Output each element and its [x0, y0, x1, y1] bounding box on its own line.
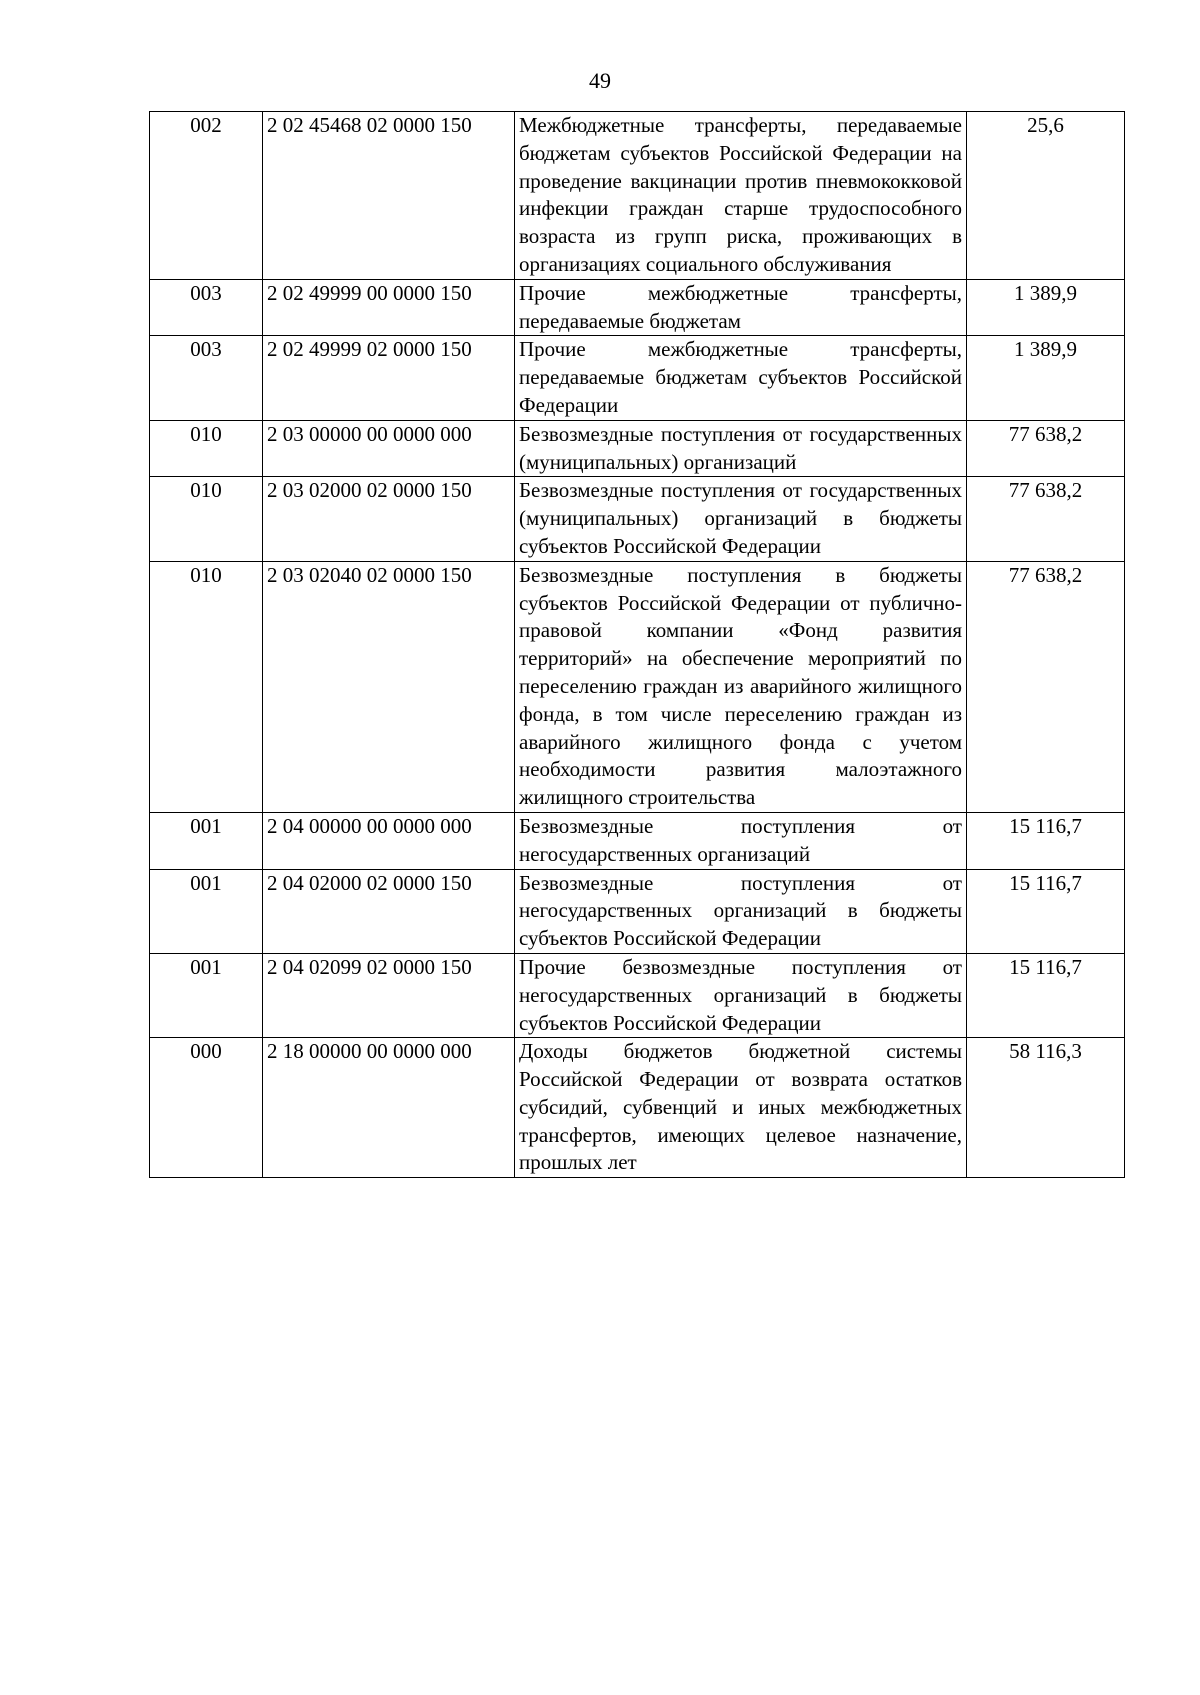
amount-cell: 1 389,9 — [967, 336, 1125, 420]
admin-code-cell: 002 — [150, 112, 263, 280]
admin-code-cell: 010 — [150, 477, 263, 561]
revenue-name-cell: Доходы бюджетов бюджетной системы Российской Федерации от возврата остатков субсидий, субвенций и иных межбюджетных трансфертов, имеющих целевое назначение, прошлых лет — [515, 1038, 967, 1178]
revenue-name-cell: Межбюджетные трансферты, передаваемые бюджетам субъектов Российской Федерации на проведение вакцинации против пневмококковой инфекции граждан старше трудоспособного возраста из групп риска, проживающих в организациях социального обслуживания — [515, 112, 967, 280]
admin-code-cell: 003 — [150, 336, 263, 420]
admin-code-cell: 010 — [150, 420, 263, 477]
admin-code-cell: 001 — [150, 812, 263, 869]
classification-code-cell: 2 18 00000 00 0000 000 — [263, 1038, 515, 1178]
admin-code-cell: 003 — [150, 279, 263, 336]
admin-code-cell: 001 — [150, 869, 263, 953]
table-row — [150, 561, 1125, 812]
table-row — [150, 420, 1125, 477]
amount-cell: 1 389,9 — [967, 279, 1125, 336]
admin-code-cell: 010 — [150, 561, 263, 812]
amount-cell: 15 116,7 — [967, 953, 1125, 1037]
classification-code-cell: 2 02 49999 02 0000 150 — [263, 336, 515, 420]
page-number: 49 — [589, 68, 611, 93]
amount-cell: 15 116,7 — [967, 812, 1125, 869]
table-row — [150, 1038, 1125, 1178]
admin-code-cell: 000 — [150, 1038, 263, 1178]
revenue-name-cell: Прочие безвозмездные поступления от негосударственных организаций в бюджеты субъектов Российской Федерации — [515, 953, 967, 1037]
table-row — [150, 336, 1125, 420]
table-row — [150, 477, 1125, 561]
amount-cell: 25,6 — [967, 112, 1125, 280]
table-row — [150, 812, 1125, 869]
table-row — [150, 869, 1125, 953]
classification-code-cell: 2 02 49999 00 0000 150 — [263, 279, 515, 336]
revenue-name-cell: Прочие межбюджетные трансферты, передаваемые бюджетам субъектов Российской Федерации — [515, 336, 967, 420]
revenue-name-cell: Безвозмездные поступления в бюджеты субъектов Российской Федерации от публично-правовой компании «Фонд развития территорий» на обеспечение мероприятий по переселению граждан из аварийного жилищного фонда, в том числе переселению граждан из аварийного жилищного фонда с учетом необходимости развития малоэтажного жилищного строительства — [515, 561, 967, 812]
revenue-name-cell: Безвозмездные поступления от негосударственных организаций в бюджеты субъектов Российской Федерации — [515, 869, 967, 953]
table-row — [150, 112, 1125, 280]
classification-code-cell: 2 04 02099 02 0000 150 — [263, 953, 515, 1037]
budget-revenue-table — [149, 111, 1125, 1178]
table-row — [150, 953, 1125, 1037]
classification-code-cell: 2 02 45468 02 0000 150 — [263, 112, 515, 280]
classification-code-cell: 2 04 02000 02 0000 150 — [263, 869, 515, 953]
amount-cell: 58 116,3 — [967, 1038, 1125, 1178]
classification-code-cell: 2 03 00000 00 0000 000 — [263, 420, 515, 477]
classification-code-cell: 2 03 02000 02 0000 150 — [263, 477, 515, 561]
amount-cell: 77 638,2 — [967, 420, 1125, 477]
revenue-name-cell: Прочие межбюджетные трансферты, передаваемые бюджетам — [515, 279, 967, 336]
revenue-name-cell: Безвозмездные поступления от государственных (муниципальных) организаций в бюджеты субъектов Российской Федерации — [515, 477, 967, 561]
revenue-name-cell: Безвозмездные поступления от государственных (муниципальных) организаций — [515, 420, 967, 477]
classification-code-cell: 2 03 02040 02 0000 150 — [263, 561, 515, 812]
classification-code-cell: 2 04 00000 00 0000 000 — [263, 812, 515, 869]
admin-code-cell: 001 — [150, 953, 263, 1037]
amount-cell: 77 638,2 — [967, 561, 1125, 812]
table-row — [150, 279, 1125, 336]
amount-cell: 15 116,7 — [967, 869, 1125, 953]
amount-cell: 77 638,2 — [967, 477, 1125, 561]
revenue-name-cell: Безвозмездные поступления от негосударственных организаций — [515, 812, 967, 869]
